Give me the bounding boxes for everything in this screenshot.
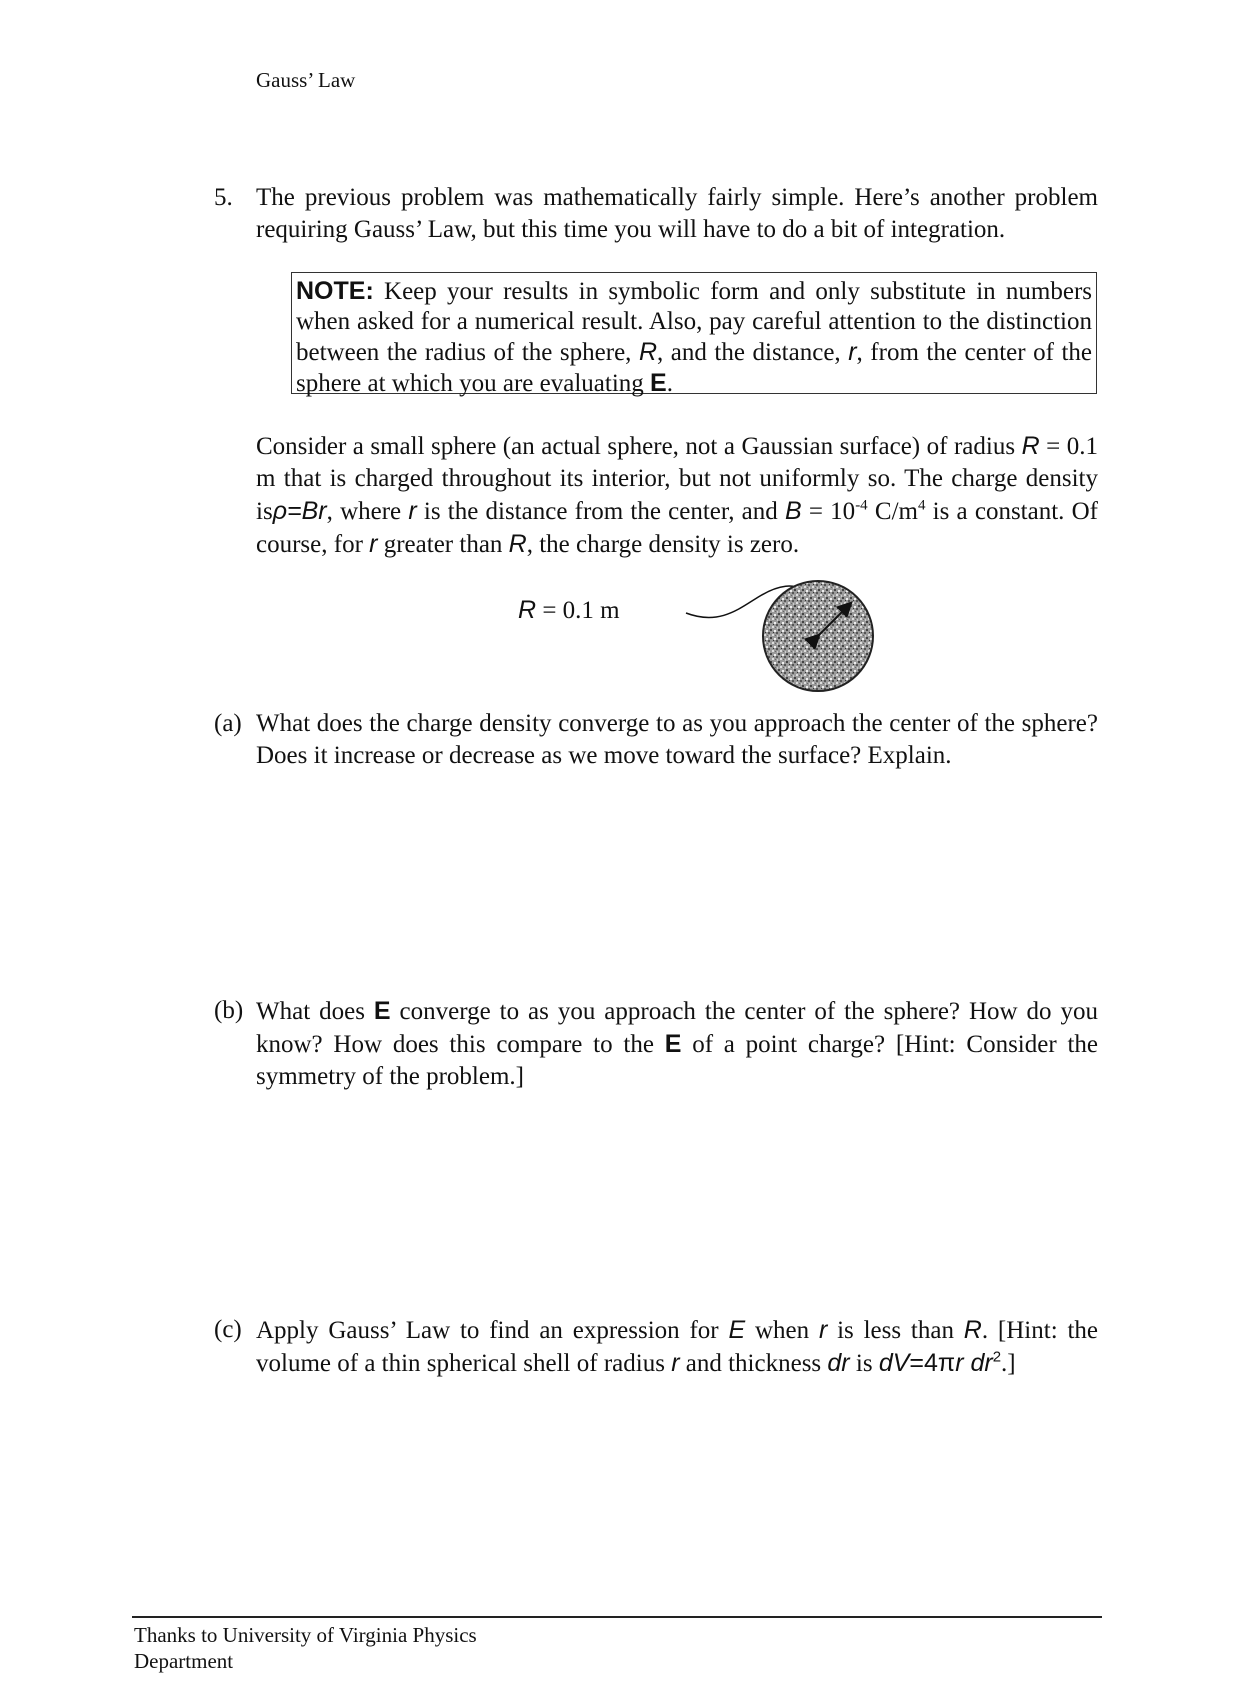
question-text: is less than [827, 1317, 964, 1344]
part-a-question: What does the charge density converge to as you approach the center of the sphere? Does it increase or decrease as we move toward the surface? Explain. [256, 710, 1098, 769]
question-text: is [849, 1350, 879, 1377]
desc-text: is the distance from the center, and [416, 498, 785, 525]
symbol-B: B [784, 497, 802, 525]
note-text: . [666, 370, 673, 397]
question-text: Apply Gauss’ Law to find an expression for [256, 1317, 729, 1344]
symbol-R: R [508, 530, 527, 558]
symbol-E: E [373, 997, 391, 1025]
symbol-r: r [369, 530, 378, 558]
symbol-dV: dV [878, 1349, 910, 1377]
rho-equation: ρ=Br [272, 497, 327, 525]
symbol-E: E [650, 369, 667, 397]
part-b-marker: (b) [214, 997, 244, 1024]
footer-line-2: Department [134, 1649, 234, 1673]
symbol-r: r [408, 497, 417, 525]
desc-text: = 0.1 m that is charged throughout its interior, but not uniformly so. The charge density is [256, 433, 1099, 525]
exponent: 4 [917, 497, 926, 514]
desc-text: , where [326, 498, 409, 525]
question-text: when [745, 1317, 819, 1344]
symbol-R: R [1021, 432, 1040, 460]
note-text: Keep your results in symbolic form and only substitute in numbers when asked for a numerical result. Also, pay careful attention to the distinction between the radius of the sphere, [296, 278, 1092, 366]
footer-credit [134, 1622, 554, 1674]
exponent: 2 [992, 1348, 1002, 1366]
radius-value: = 0.1 m [536, 597, 620, 624]
symbol-r: r [818, 1316, 828, 1344]
note-text: , from the center of the sphere at which you are evaluating [296, 339, 1092, 397]
symbol-r: r [848, 338, 857, 366]
exponent: -4 [855, 497, 868, 514]
equation-part: =4π [909, 1349, 956, 1377]
note-text: , and the distance, [657, 339, 849, 366]
symbol-r: r [671, 1349, 680, 1377]
part-b-question [256, 995, 1098, 1093]
page-header: Gauss’ Law [256, 68, 356, 92]
part-a-marker: (a) [214, 710, 242, 737]
symbol-E: E [664, 1030, 682, 1058]
desc-text: is a constant. Of course, for [256, 498, 1098, 558]
symbol-r: r [955, 1349, 964, 1377]
symbol-dr: dr [827, 1349, 850, 1377]
problem-intro [256, 182, 1098, 246]
desc-text: , the charge density is zero. [526, 531, 800, 558]
desc-text: = 10 [801, 498, 856, 525]
question-text: of a point charge? [Hint: Consider the symmetry of the problem.] [256, 1031, 1098, 1090]
desc-text: greater than [377, 531, 509, 558]
note-box [291, 272, 1097, 397]
intro-line-2: requiring Gauss’ Law, but this time you will have to do a bit of integration. [256, 216, 1006, 243]
footer-line-1: Thanks to University of Virginia Physics [134, 1623, 477, 1647]
question-text: converge to as you approach the center of the sphere? How do you know? How does this compare to the [256, 998, 1099, 1058]
symbol-E: E [728, 1316, 746, 1344]
problem-number: 5. [214, 184, 233, 211]
sphere-diagram [680, 568, 880, 708]
desc-text: Consider a small sphere (an actual sphere, not a Gaussian surface) of radius [256, 433, 1022, 460]
symbol-R: R [963, 1316, 982, 1344]
question-text: and thickness [679, 1350, 828, 1377]
symbol-R: R [638, 338, 658, 366]
note-label: NOTE: [296, 277, 374, 305]
footer-divider [132, 1616, 1102, 1618]
part-c-marker: (c) [214, 1316, 242, 1343]
symbol-R: R [518, 596, 537, 624]
question-text: .] [1001, 1350, 1016, 1377]
symbol-dr: dr [963, 1349, 993, 1377]
intro-line-1: The previous problem was mathematically fairly simple. Here’s another problem [256, 184, 1098, 211]
sphere-description [256, 430, 1098, 561]
question-text: What does [256, 998, 374, 1025]
diagram-radius-label [518, 596, 620, 625]
desc-text: C/m [867, 498, 918, 525]
part-c-question [256, 1314, 1098, 1380]
question-text: . [Hint: the volume of a thin spherical shell of radius [256, 1317, 1099, 1377]
